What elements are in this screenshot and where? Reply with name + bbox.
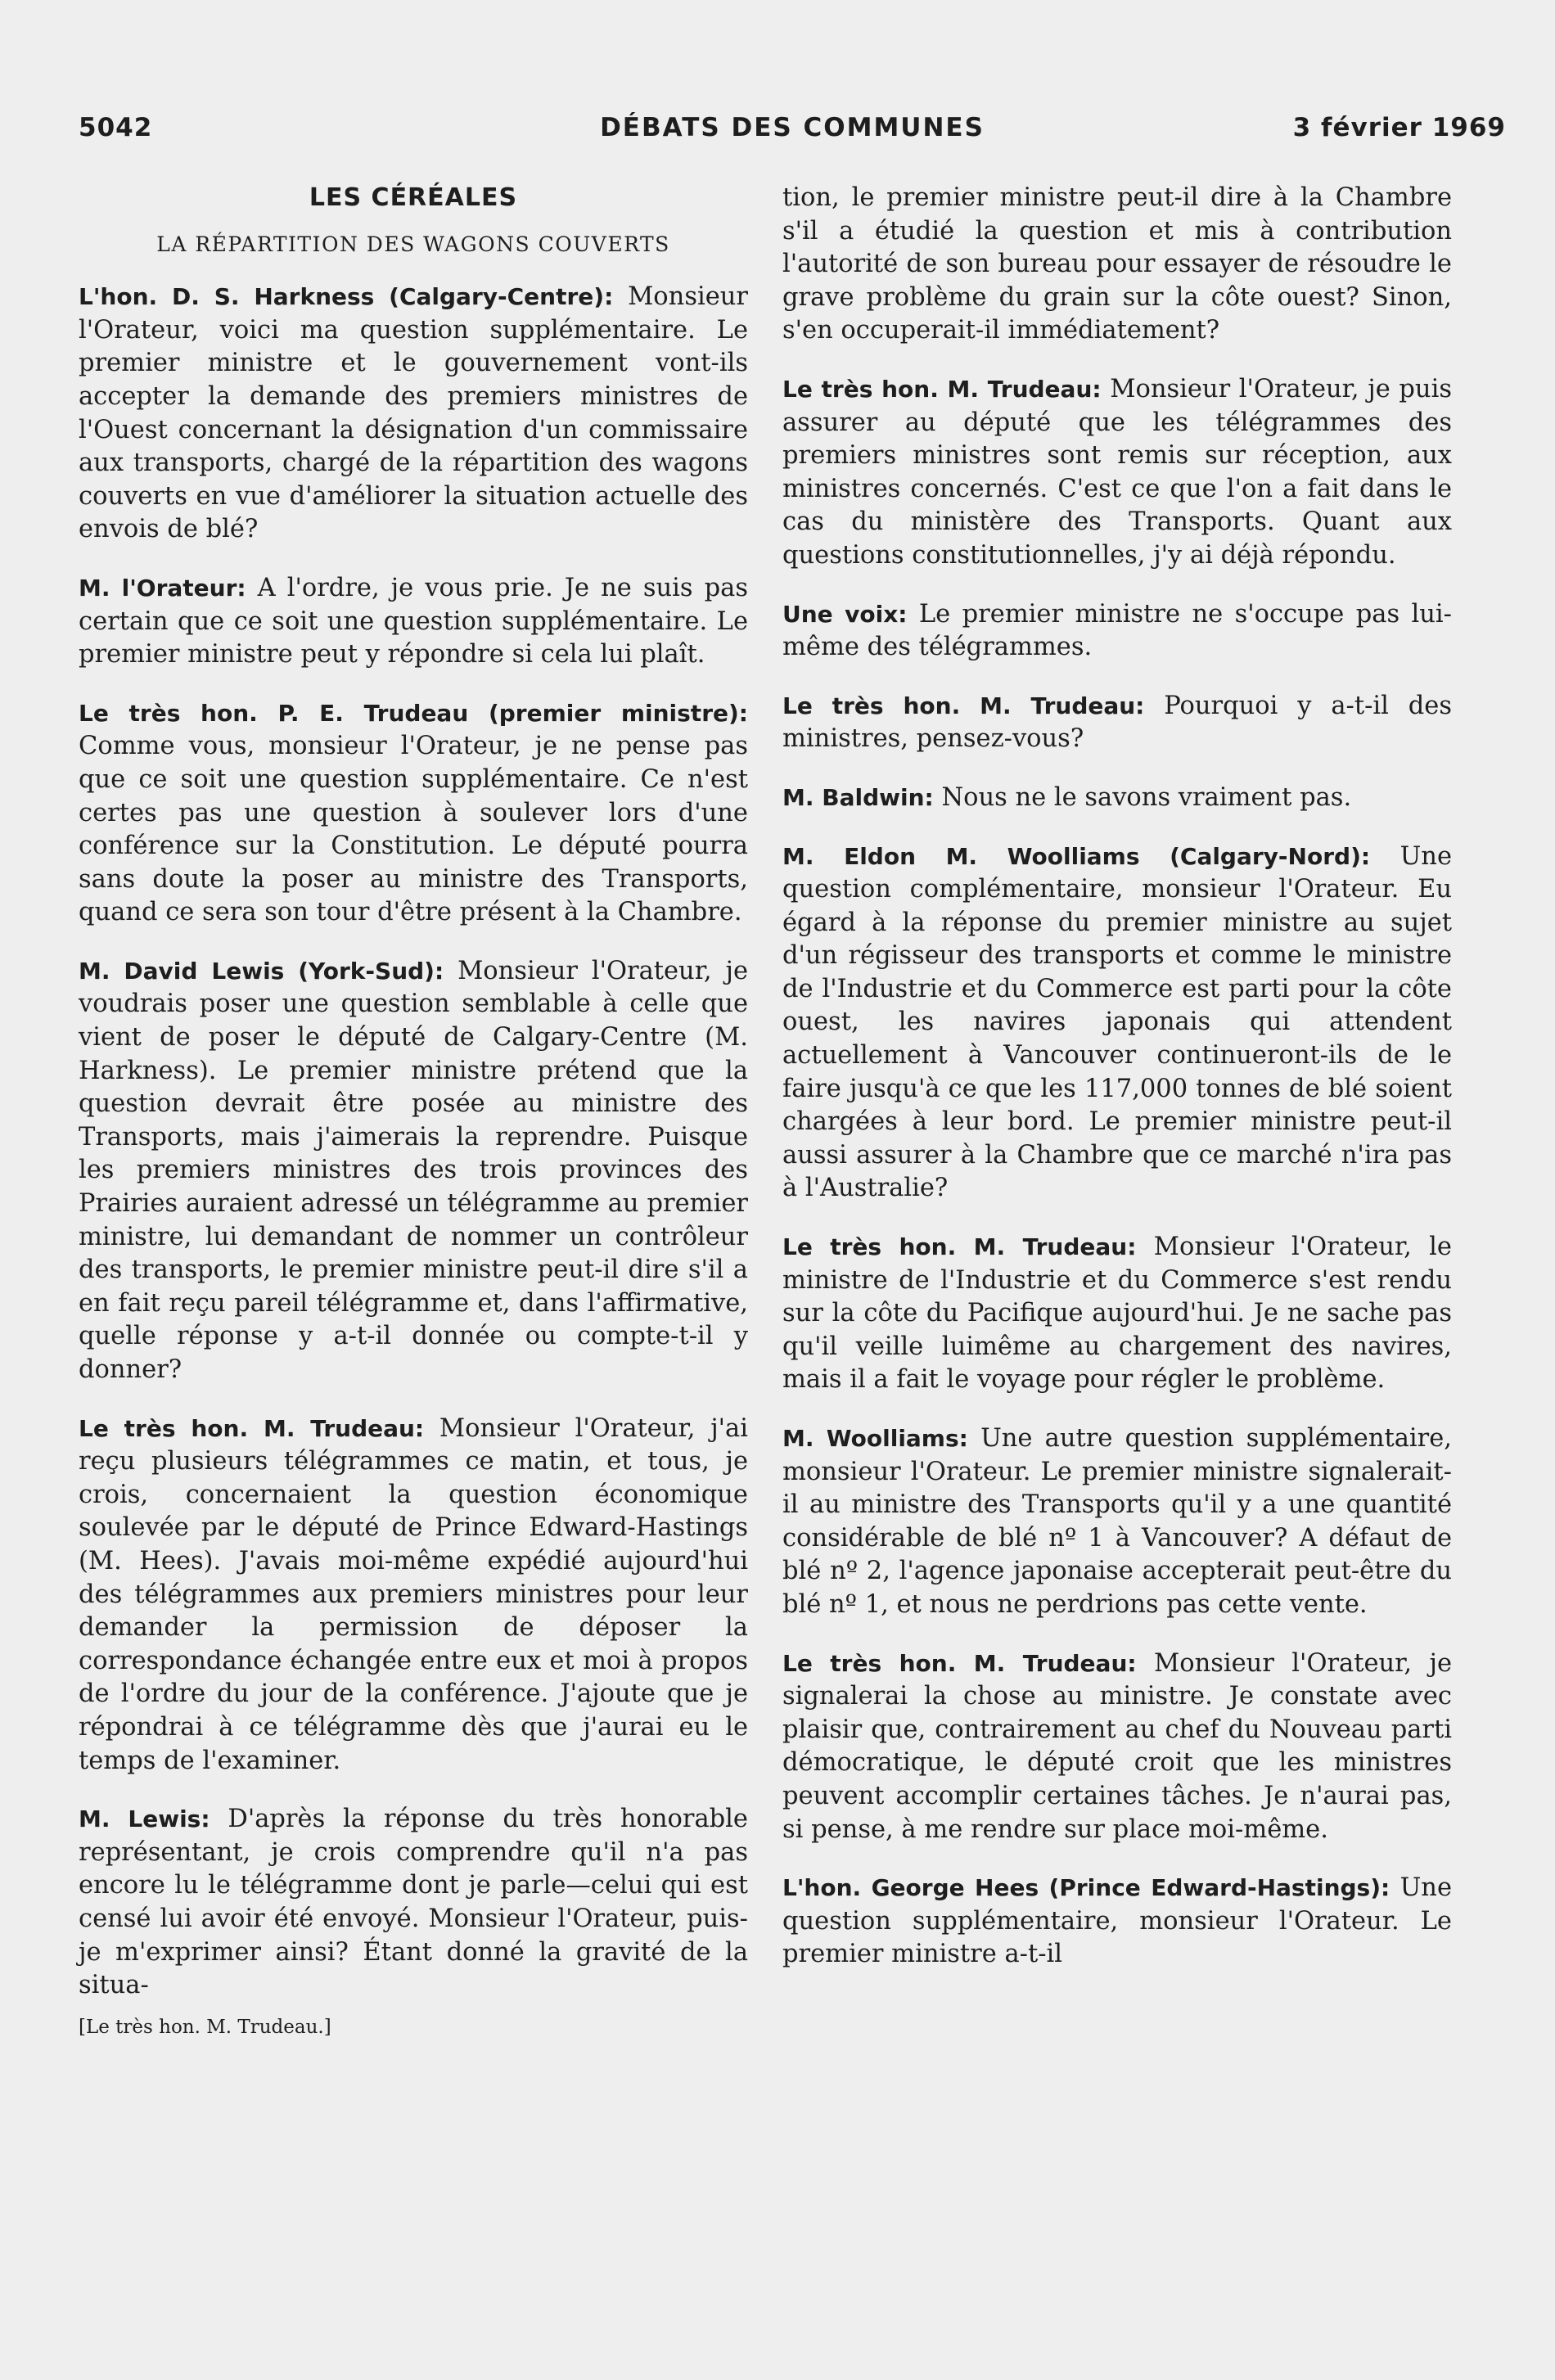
- speech-paragraph: [782, 598, 1452, 665]
- right-column: [782, 182, 1452, 1997]
- speaker-name: Le très hon. M. Trudeau:: [782, 1649, 1137, 1677]
- left-column: [79, 182, 748, 2044]
- speech-paragraph: [782, 1648, 1452, 1847]
- speech-paragraph: [782, 1231, 1452, 1397]
- page-date: 3 février 1969: [1292, 113, 1506, 142]
- section-subtitle: LA RÉPARTITION DES WAGONS COUVERTS: [156, 232, 670, 256]
- speech-text: tion, le premier ministre peut-il dire à la Chambre s'il a étudié la question et mis à contribution l'autorité de son bureau pour essayer de résoudre le grave problème du grain sur la côte ouest? Sinon, s'en occuperait-il immédiatement?: [782, 183, 1452, 345]
- speech-text: Monsieur l'Orateur, voici ma question supplémentaire. Le premier ministre et le gouvernement vont-ils accepter la demande des premiers ministres de l'Ouest concernant la désignation d'un commissaire aux transports, chargé de la répartition des wagons couverts en vue d'améliorer la situation actuelle des envois de blé?: [79, 282, 748, 544]
- speech-paragraph: [79, 1413, 748, 1778]
- speech-text: Monsieur l'Orateur, j'ai reçu plusieurs télégrammes ce matin, et tous, je crois, concernaient la question économique soulevée par le député de Prince Edward-Hastings (M. Hees). J'avais moi-même expédié aujourd'hui des télégrammes aux premiers ministres pour leur demander la permission de déposer la correspondance échangée entre eux et moi à propos de l'ordre du jour de la conférence. J'ajoute que je répondrai à ce télégramme dès que j'aurai eu le temps de l'examiner.: [79, 1413, 748, 1775]
- running-header: [79, 113, 1506, 162]
- speaker-name: M. Baldwin:: [782, 783, 934, 811]
- speaker-name: Le très hon. M. Trudeau:: [782, 692, 1145, 719]
- speaker-name: L'hon. D. S. Harkness (Calgary-Centre):: [79, 283, 614, 311]
- speech-paragraph: [79, 281, 748, 547]
- speech-text: Nous ne le savons vraiment pas.: [941, 782, 1352, 812]
- speech-paragraph: [782, 1872, 1452, 1972]
- speech-text: Le premier ministre ne s'occupe pas lui-même des télégrammes.: [782, 599, 1452, 662]
- speech-paragraph: [782, 690, 1452, 756]
- speech-paragraph: [79, 572, 748, 672]
- speaker-name: M. Lewis:: [79, 1805, 210, 1833]
- speaker-name: M. l'Orateur:: [79, 574, 246, 602]
- speech-text: Monsieur l'Orateur, je puis assurer au député que les télégrammes des premiers ministres sont remis sur réception, aux ministres concernés. C'est ce que l'on a fait dans le cas du ministère des Transports. Quant aux questions constitutionnelles, j'y ai déjà répondu.: [782, 374, 1452, 570]
- speech-paragraph: [782, 841, 1452, 1206]
- speaker-name: M. Woolliams:: [782, 1425, 968, 1452]
- speaker-name: Le très hon. M. Trudeau:: [782, 1233, 1137, 1261]
- speech-text: Une autre question supplémentaire, monsieur l'Orateur. Le premier ministre signalerait-il au ministre des Transports qu'il y a une quantité considérable de blé nº 1 à Vancouver? A défaut de blé nº 2, l'agence japonaise accepterait peut-être du blé nº 1, et nous ne perdrions pas cette vente.: [782, 1424, 1452, 1619]
- speaker-name: M. David Lewis (York-Sud):: [79, 957, 444, 985]
- speech-paragraph: [782, 373, 1452, 573]
- speaker-name: Le très hon. M. Trudeau:: [79, 1414, 425, 1442]
- speaker-name: Le très hon. P. E. Trudeau (premier ministre):: [79, 699, 748, 727]
- speaker-name: M. Eldon M. Woolliams (Calgary-Nord):: [782, 842, 1371, 870]
- speaker-name: Une voix:: [782, 600, 908, 628]
- speech-paragraph: [79, 955, 748, 1387]
- page-number: 5042: [79, 113, 153, 142]
- section-title: LES CÉRÉALES: [309, 183, 518, 212]
- speech-text: Une question supplémentaire, monsieur l'Orateur. Le premier ministre a-t-il: [782, 1873, 1452, 1969]
- speaker-name: L'hon. George Hees (Prince Edward-Hastings):: [782, 1874, 1390, 1902]
- speech-text: Monsieur l'Orateur, je signalerai la chose au ministre. Je constate avec plaisir que, contrairement au chef du Nouveau parti démocratique, le député croit que les ministres peuvent accomplir certaines tâches. Je n'aurai pas, si pense, à me rendre sur place moi-même.: [782, 1648, 1452, 1844]
- speech-text: Monsieur l'Orateur, le ministre de l'Industrie et du Commerce s'est rendu sur la côte du Pacifique aujourd'hui. Je ne sache pas qu'il veille luimême au chargement des navires, mais il a fait le voyage pour régler le problème.: [782, 1233, 1452, 1395]
- speech-text: Comme vous, monsieur l'Orateur, je ne pense pas que ce soit une question supplémentaire. Ce n'est certes pas une question à soulever lors d'une conférence sur la Constitution. Le député pourra sans doute la poser au ministre des Transports, quand ce sera son tour d'être présent à la Chambre.: [79, 732, 748, 927]
- publication-title: DÉBATS DES COMMUNES: [600, 113, 985, 142]
- speech-text: Monsieur l'Orateur, je voudrais poser une question semblable à celle que vient de poser le député de Calgary-Centre (M. Harkness). Le premier ministre prétend que la question devrait être posée au ministre des Transports, mais j'aimerais la reprendre. Puisque les premiers ministres des trois provinces des Prairies auraient adressé un télégramme au premier ministre, lui demandant de nommer un contrôleur des transports, le premier ministre peut-il dire s'il a en fait reçu pareil télégramme et, dans l'affirmative, quelle réponse y a-t-il donnée ou compte-t-il y donner?: [79, 956, 748, 1384]
- speech-text: A l'ordre, je vous prie. Je ne suis pas certain que ce soit une question supplémentaire. Le premier ministre peut y répondre si cela lui plaît.: [79, 573, 748, 669]
- speech-paragraph: [782, 782, 1452, 815]
- speech-paragraph: [79, 1803, 748, 2003]
- footnote: [Le très hon. M. Trudeau.]: [79, 2016, 331, 2038]
- speech-paragraph: [79, 697, 748, 930]
- speech-text: Pourquoi y a-t-il des ministres, pensez-vous?: [782, 691, 1452, 754]
- speech-text: D'après la réponse du très honorable représentant, je crois comprendre qu'il n'a pas encore lu le télégramme dont je parle—celui qui est censé lui avoir été envoyé. Monsieur l'Orateur, puis-je m'exprimer ainsi? Étant donné la gravité de la situa-: [79, 1805, 748, 2000]
- speech-paragraph: [782, 1422, 1452, 1622]
- speech-text: Une question complémentaire, monsieur l'Orateur. Eu égard à la réponse du premier ministre au sujet d'un régisseur des transports et comme le ministre de l'Industrie et du Commerce est parti pour la côte ouest, les navires japonais qui attendent actuellement à Vancouver continueront-ils de le faire jusqu'à ce que les 117,000 tonnes de blé soient chargées à leur bord. Le premier ministre peut-il aussi assurer à la Chambre que ce marché n'ira pas à l'Australie?: [782, 841, 1452, 1203]
- speech-continuation: [782, 182, 1452, 348]
- speaker-name: Le très hon. M. Trudeau:: [782, 375, 1102, 403]
